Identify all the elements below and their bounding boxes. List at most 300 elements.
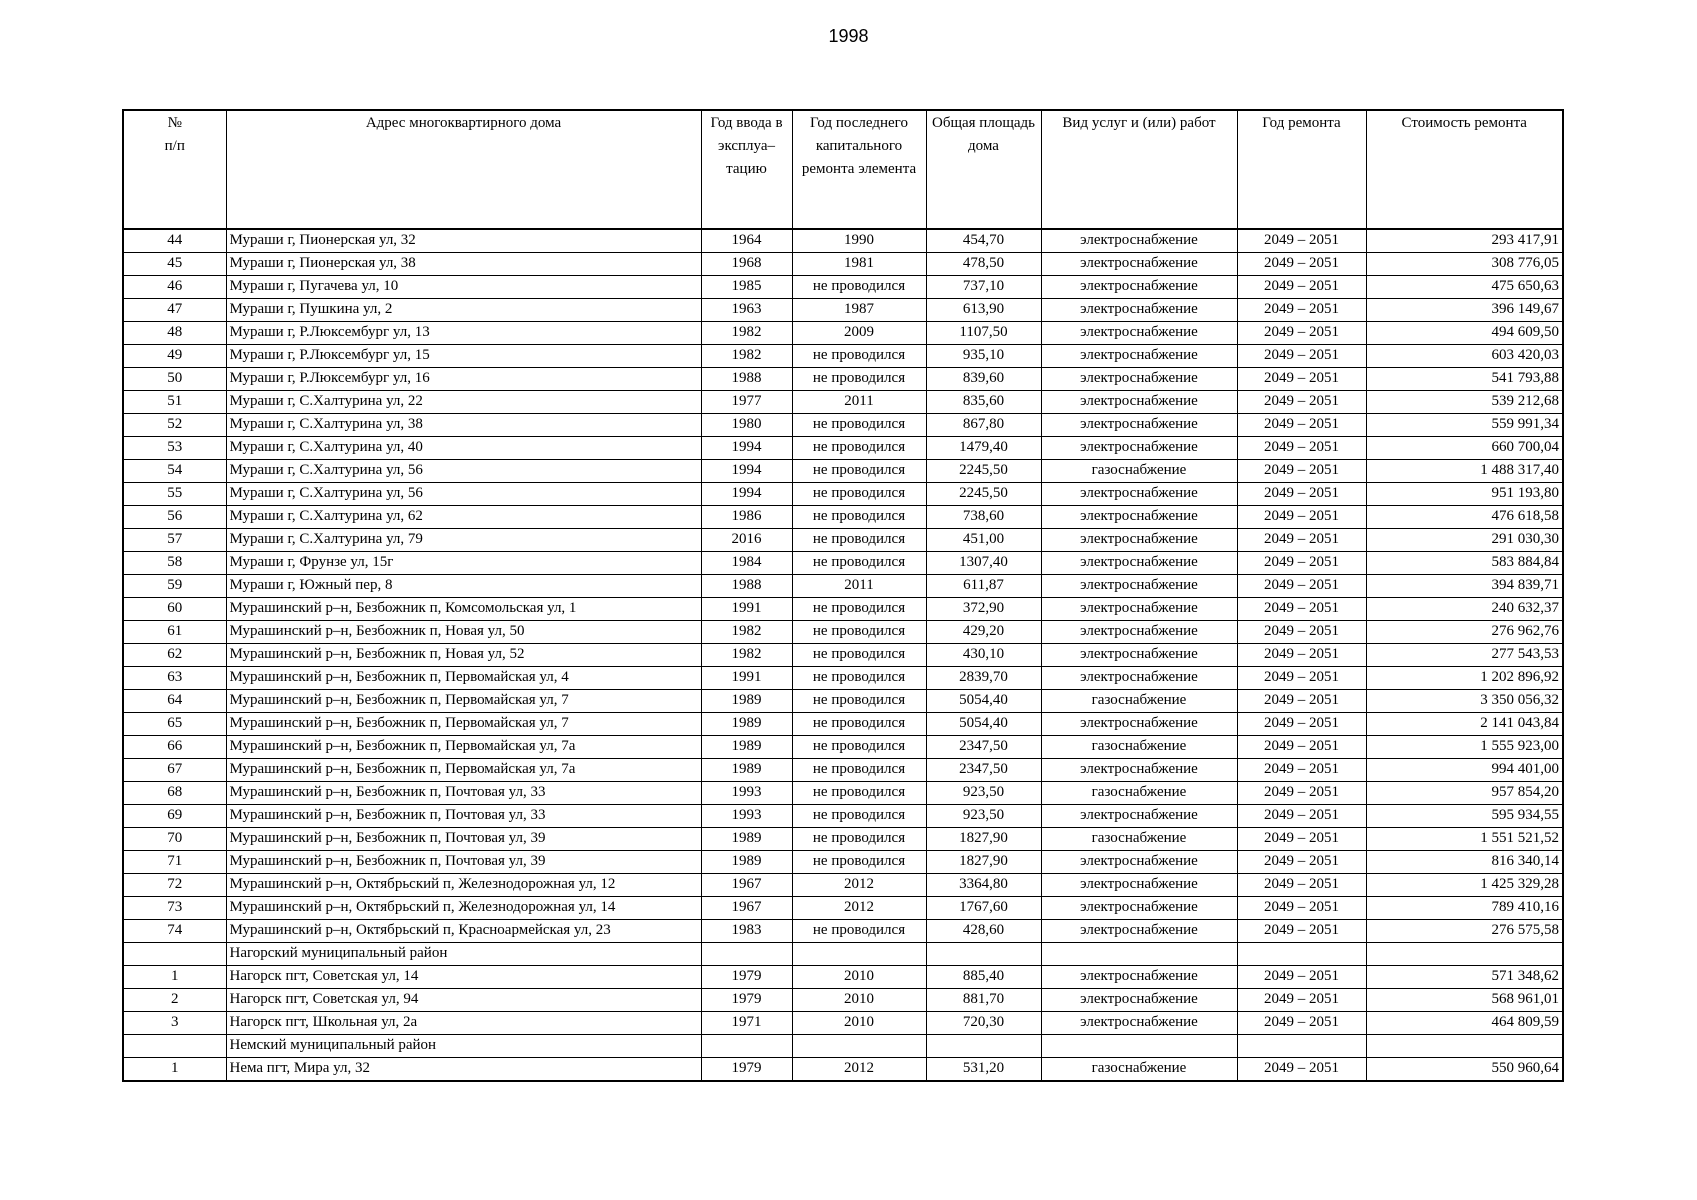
row-number: 48 (123, 322, 226, 345)
row-cost: 277 543,53 (1366, 644, 1563, 667)
row-cost: 595 934,55 (1366, 805, 1563, 828)
row-repair-years: 2049 – 2051 (1237, 644, 1366, 667)
row-year-built: 1989 (701, 713, 792, 736)
row-repair-years: 2049 – 2051 (1237, 828, 1366, 851)
row-number: 49 (123, 345, 226, 368)
row-cost: 539 212,68 (1366, 391, 1563, 414)
row-service: электроснабжение (1041, 391, 1237, 414)
row-service: электроснабжение (1041, 299, 1237, 322)
row-year-built: 1967 (701, 874, 792, 897)
row-year-built: 1989 (701, 736, 792, 759)
row-address: Мураши г, Р.Люксембург ул, 15 (226, 345, 701, 368)
row-year-built: 1994 (701, 437, 792, 460)
row-repair-years: 2049 – 2051 (1237, 966, 1366, 989)
row-area: 923,50 (926, 782, 1041, 805)
row-number: 45 (123, 253, 226, 276)
row-service: электроснабжение (1041, 966, 1237, 989)
header-repair-years: Год ремонта (1237, 110, 1366, 229)
row-repair-years: 2049 – 2051 (1237, 989, 1366, 1012)
row-last-repair: 2012 (792, 1058, 926, 1082)
row-address: Мураши г, Пугачева ул, 10 (226, 276, 701, 299)
row-year-built: 1971 (701, 1012, 792, 1035)
row-last-repair: не проводился (792, 368, 926, 391)
row-last-repair: не проводился (792, 690, 926, 713)
row-repair-years: 2049 – 2051 (1237, 897, 1366, 920)
table-row (123, 483, 1563, 506)
district-name: Немский муниципальный район (226, 1035, 701, 1058)
row-address: Мураши г, С.Халтурина ул, 56 (226, 483, 701, 506)
row-year-built: 1988 (701, 575, 792, 598)
row-address: Мурашинский р–н, Безбожник п, Первомайская ул, 7а (226, 759, 701, 782)
row-cost: 476 618,58 (1366, 506, 1563, 529)
row-service: электроснабжение (1041, 345, 1237, 368)
row-service: электроснабжение (1041, 575, 1237, 598)
row-repair-years: 2049 – 2051 (1237, 229, 1366, 253)
row-year-built: 1989 (701, 759, 792, 782)
row-last-repair: не проводился (792, 920, 926, 943)
row-number: 74 (123, 920, 226, 943)
row-last-repair: не проводился (792, 529, 926, 552)
row-number: 61 (123, 621, 226, 644)
row-area: 3364,80 (926, 874, 1041, 897)
empty-cell (1237, 1035, 1366, 1058)
row-address: Мурашинский р–н, Безбожник п, Комсомольская ул, 1 (226, 598, 701, 621)
row-area: 2347,50 (926, 736, 1041, 759)
row-repair-years: 2049 – 2051 (1237, 437, 1366, 460)
row-address: Мурашинский р–н, Безбожник п, Первомайская ул, 7а (226, 736, 701, 759)
row-service: электроснабжение (1041, 506, 1237, 529)
table-row (123, 966, 1563, 989)
table-row (123, 229, 1563, 253)
table-row (123, 851, 1563, 874)
row-area: 451,00 (926, 529, 1041, 552)
district-row (123, 1035, 1563, 1058)
row-number: 54 (123, 460, 226, 483)
row-cost: 475 650,63 (1366, 276, 1563, 299)
row-area: 478,50 (926, 253, 1041, 276)
row-repair-years: 2049 – 2051 (1237, 713, 1366, 736)
row-number: 53 (123, 437, 226, 460)
row-year-built: 1964 (701, 229, 792, 253)
empty-cell (1366, 943, 1563, 966)
row-last-repair: 2012 (792, 897, 926, 920)
row-cost: 1 488 317,40 (1366, 460, 1563, 483)
row-area: 1767,60 (926, 897, 1041, 920)
row-address: Нема пгт, Мира ул, 32 (226, 1058, 701, 1082)
table-row (123, 874, 1563, 897)
row-year-built: 1982 (701, 322, 792, 345)
row-address: Мурашинский р–н, Безбожник п, Первомайская ул, 4 (226, 667, 701, 690)
district-row (123, 943, 1563, 966)
row-repair-years: 2049 – 2051 (1237, 299, 1366, 322)
row-service: электроснабжение (1041, 483, 1237, 506)
row-address: Мураши г, Пионерская ул, 38 (226, 253, 701, 276)
row-number: 3 (123, 1012, 226, 1035)
row-year-built: 1979 (701, 966, 792, 989)
row-repair-years: 2049 – 2051 (1237, 253, 1366, 276)
row-year-built: 1977 (701, 391, 792, 414)
row-year-built: 1993 (701, 782, 792, 805)
table-body (123, 229, 1563, 1081)
row-cost: 994 401,00 (1366, 759, 1563, 782)
empty-cell (123, 943, 226, 966)
header-area: Общая площадь дома (926, 110, 1041, 229)
row-cost: 464 809,59 (1366, 1012, 1563, 1035)
table-row (123, 345, 1563, 368)
row-address: Нагорск пгт, Советская ул, 94 (226, 989, 701, 1012)
table-row (123, 368, 1563, 391)
table-row (123, 391, 1563, 414)
row-service: электроснабжение (1041, 276, 1237, 299)
table-row (123, 575, 1563, 598)
row-area: 1307,40 (926, 552, 1041, 575)
row-service: электроснабжение (1041, 644, 1237, 667)
header-last-repair: Год последнего капитального ремонта элемента (792, 110, 926, 229)
row-last-repair: 2010 (792, 989, 926, 1012)
row-service: газоснабжение (1041, 1058, 1237, 1082)
row-service: электроснабжение (1041, 229, 1237, 253)
row-repair-years: 2049 – 2051 (1237, 345, 1366, 368)
row-number: 65 (123, 713, 226, 736)
row-repair-years: 2049 – 2051 (1237, 1012, 1366, 1035)
row-cost: 816 340,14 (1366, 851, 1563, 874)
row-number: 62 (123, 644, 226, 667)
row-repair-years: 2049 – 2051 (1237, 920, 1366, 943)
row-last-repair: не проводился (792, 644, 926, 667)
row-address: Мурашинский р–н, Безбожник п, Почтовая ул, 39 (226, 851, 701, 874)
row-repair-years: 2049 – 2051 (1237, 667, 1366, 690)
row-last-repair: не проводился (792, 828, 926, 851)
row-cost: 541 793,88 (1366, 368, 1563, 391)
row-year-built: 1985 (701, 276, 792, 299)
district-name: Нагорский муниципальный район (226, 943, 701, 966)
row-cost: 2 141 043,84 (1366, 713, 1563, 736)
row-cost: 603 420,03 (1366, 345, 1563, 368)
empty-cell (792, 943, 926, 966)
row-number: 2 (123, 989, 226, 1012)
row-service: электроснабжение (1041, 759, 1237, 782)
row-cost: 789 410,16 (1366, 897, 1563, 920)
header-service: Вид услуг и (или) работ (1041, 110, 1237, 229)
row-repair-years: 2049 – 2051 (1237, 598, 1366, 621)
row-service: электроснабжение (1041, 552, 1237, 575)
row-last-repair: не проводился (792, 276, 926, 299)
row-number: 71 (123, 851, 226, 874)
row-area: 1107,50 (926, 322, 1041, 345)
table-row (123, 828, 1563, 851)
row-year-built: 1979 (701, 1058, 792, 1082)
row-last-repair: 1987 (792, 299, 926, 322)
row-number: 69 (123, 805, 226, 828)
row-year-built: 1983 (701, 920, 792, 943)
row-service: электроснабжение (1041, 667, 1237, 690)
row-cost: 3 350 056,32 (1366, 690, 1563, 713)
row-address: Мурашинский р–н, Безбожник п, Почтовая ул, 33 (226, 782, 701, 805)
table-row (123, 644, 1563, 667)
row-address: Мураши г, С.Халтурина ул, 62 (226, 506, 701, 529)
row-area: 2347,50 (926, 759, 1041, 782)
row-repair-years: 2049 – 2051 (1237, 690, 1366, 713)
row-repair-years: 2049 – 2051 (1237, 575, 1366, 598)
row-service: газоснабжение (1041, 736, 1237, 759)
row-address: Мураши г, С.Халтурина ул, 79 (226, 529, 701, 552)
empty-cell (701, 1035, 792, 1058)
row-address: Нагорск пгт, Советская ул, 14 (226, 966, 701, 989)
row-cost: 951 193,80 (1366, 483, 1563, 506)
row-address: Мураши г, Р.Люксембург ул, 13 (226, 322, 701, 345)
row-address: Мурашинский р–н, Безбожник п, Почтовая ул, 33 (226, 805, 701, 828)
row-cost: 660 700,04 (1366, 437, 1563, 460)
table-row (123, 1058, 1563, 1082)
row-address: Мурашинский р–н, Безбожник п, Почтовая ул, 39 (226, 828, 701, 851)
row-number: 58 (123, 552, 226, 575)
row-service: газоснабжение (1041, 690, 1237, 713)
row-repair-years: 2049 – 2051 (1237, 759, 1366, 782)
row-number: 46 (123, 276, 226, 299)
row-repair-years: 2049 – 2051 (1237, 621, 1366, 644)
row-service: газоснабжение (1041, 828, 1237, 851)
row-number: 56 (123, 506, 226, 529)
row-area: 935,10 (926, 345, 1041, 368)
table-row (123, 506, 1563, 529)
row-year-built: 1979 (701, 989, 792, 1012)
table-row (123, 713, 1563, 736)
row-area: 372,90 (926, 598, 1041, 621)
row-repair-years: 2049 – 2051 (1237, 506, 1366, 529)
table-row (123, 920, 1563, 943)
row-area: 613,90 (926, 299, 1041, 322)
row-area: 1827,90 (926, 851, 1041, 874)
row-number: 59 (123, 575, 226, 598)
row-last-repair: не проводился (792, 598, 926, 621)
row-address: Мурашинский р–н, Безбожник п, Первомайская ул, 7 (226, 713, 701, 736)
table-row (123, 460, 1563, 483)
row-service: электроснабжение (1041, 598, 1237, 621)
row-service: электроснабжение (1041, 322, 1237, 345)
row-number: 44 (123, 229, 226, 253)
table-row (123, 598, 1563, 621)
row-address: Мураши г, Южный пер, 8 (226, 575, 701, 598)
row-area: 835,60 (926, 391, 1041, 414)
table-row (123, 805, 1563, 828)
row-year-built: 1989 (701, 851, 792, 874)
row-area: 839,60 (926, 368, 1041, 391)
row-last-repair: не проводился (792, 483, 926, 506)
row-last-repair: не проводился (792, 805, 926, 828)
row-address: Мураши г, Фрунзе ул, 15г (226, 552, 701, 575)
row-cost: 957 854,20 (1366, 782, 1563, 805)
row-repair-years: 2049 – 2051 (1237, 736, 1366, 759)
row-area: 881,70 (926, 989, 1041, 1012)
empty-cell (926, 943, 1041, 966)
row-area: 885,40 (926, 966, 1041, 989)
row-cost: 293 417,91 (1366, 229, 1563, 253)
row-area: 1479,40 (926, 437, 1041, 460)
row-service: электроснабжение (1041, 874, 1237, 897)
row-address: Мурашинский р–н, Октябрьский п, Железнодорожная ул, 14 (226, 897, 701, 920)
row-last-repair: 2009 (792, 322, 926, 345)
row-area: 2839,70 (926, 667, 1041, 690)
row-service: электроснабжение (1041, 253, 1237, 276)
table-row (123, 736, 1563, 759)
row-repair-years: 2049 – 2051 (1237, 322, 1366, 345)
row-cost: 394 839,71 (1366, 575, 1563, 598)
row-address: Мурашинский р–н, Октябрьский п, Красноармейская ул, 23 (226, 920, 701, 943)
row-number: 64 (123, 690, 226, 713)
row-area: 867,80 (926, 414, 1041, 437)
empty-cell (792, 1035, 926, 1058)
row-area: 1827,90 (926, 828, 1041, 851)
row-year-built: 1982 (701, 345, 792, 368)
row-last-repair: не проводился (792, 736, 926, 759)
row-number: 57 (123, 529, 226, 552)
row-number: 52 (123, 414, 226, 437)
header-cost: Стоимость ремонта (1366, 110, 1563, 229)
row-year-built: 1991 (701, 667, 792, 690)
row-year-built: 1982 (701, 621, 792, 644)
empty-cell (1366, 1035, 1563, 1058)
row-year-built: 1993 (701, 805, 792, 828)
row-address: Мурашинский р–н, Безбожник п, Новая ул, 50 (226, 621, 701, 644)
row-area: 2245,50 (926, 483, 1041, 506)
row-year-built: 1989 (701, 690, 792, 713)
empty-cell (1237, 943, 1366, 966)
row-cost: 559 991,34 (1366, 414, 1563, 437)
row-last-repair: не проводился (792, 782, 926, 805)
row-last-repair: 2011 (792, 391, 926, 414)
row-number: 60 (123, 598, 226, 621)
empty-cell (1041, 1035, 1237, 1058)
row-service: электроснабжение (1041, 437, 1237, 460)
row-area: 2245,50 (926, 460, 1041, 483)
row-year-built: 1968 (701, 253, 792, 276)
row-service: газоснабжение (1041, 782, 1237, 805)
row-number: 63 (123, 667, 226, 690)
row-year-built: 1980 (701, 414, 792, 437)
row-area: 531,20 (926, 1058, 1041, 1082)
row-repair-years: 2049 – 2051 (1237, 874, 1366, 897)
table-row (123, 1012, 1563, 1035)
row-year-built: 1994 (701, 460, 792, 483)
row-year-built: 1989 (701, 828, 792, 851)
row-year-built: 1986 (701, 506, 792, 529)
table-row (123, 437, 1563, 460)
header-year-built: Год ввода в эксплуа–тацию (701, 110, 792, 229)
table-row (123, 989, 1563, 1012)
row-year-built: 1988 (701, 368, 792, 391)
row-repair-years: 2049 – 2051 (1237, 805, 1366, 828)
row-area: 454,70 (926, 229, 1041, 253)
row-year-built: 1984 (701, 552, 792, 575)
row-last-repair: 2010 (792, 1012, 926, 1035)
row-area: 430,10 (926, 644, 1041, 667)
row-service: электроснабжение (1041, 621, 1237, 644)
row-number: 66 (123, 736, 226, 759)
row-address: Мураши г, С.Халтурина ул, 38 (226, 414, 701, 437)
table-row (123, 690, 1563, 713)
row-repair-years: 2049 – 2051 (1237, 391, 1366, 414)
row-service: электроснабжение (1041, 1012, 1237, 1035)
page-number: 1998 (828, 26, 869, 46)
row-last-repair: не проводился (792, 414, 926, 437)
row-cost: 1 555 923,00 (1366, 736, 1563, 759)
row-last-repair: не проводился (792, 713, 926, 736)
row-address: Мураши г, С.Халтурина ул, 56 (226, 460, 701, 483)
table-row (123, 253, 1563, 276)
row-repair-years: 2049 – 2051 (1237, 414, 1366, 437)
repair-register-table (122, 109, 1564, 1082)
row-cost: 396 149,67 (1366, 299, 1563, 322)
row-repair-years: 2049 – 2051 (1237, 276, 1366, 299)
table-row (123, 322, 1563, 345)
row-year-built: 2016 (701, 529, 792, 552)
row-address: Мураши г, Пушкина ул, 2 (226, 299, 701, 322)
row-cost: 240 632,37 (1366, 598, 1563, 621)
table-row (123, 276, 1563, 299)
table-row (123, 667, 1563, 690)
row-last-repair: не проводился (792, 759, 926, 782)
row-number: 55 (123, 483, 226, 506)
row-last-repair: 2011 (792, 575, 926, 598)
row-area: 923,50 (926, 805, 1041, 828)
row-year-built: 1982 (701, 644, 792, 667)
row-number: 1 (123, 1058, 226, 1082)
row-last-repair: 1981 (792, 253, 926, 276)
row-area: 5054,40 (926, 713, 1041, 736)
table-row (123, 897, 1563, 920)
table-row (123, 414, 1563, 437)
row-last-repair: 2012 (792, 874, 926, 897)
row-number: 67 (123, 759, 226, 782)
row-cost: 276 575,58 (1366, 920, 1563, 943)
row-address: Мураши г, С.Халтурина ул, 40 (226, 437, 701, 460)
row-address: Мураши г, Пионерская ул, 32 (226, 229, 701, 253)
row-last-repair: не проводился (792, 621, 926, 644)
row-service: электроснабжение (1041, 989, 1237, 1012)
row-number: 1 (123, 966, 226, 989)
row-last-repair: не проводился (792, 506, 926, 529)
row-year-built: 1963 (701, 299, 792, 322)
table-row (123, 299, 1563, 322)
empty-cell (701, 943, 792, 966)
row-cost: 1 551 521,52 (1366, 828, 1563, 851)
row-address: Мурашинский р–н, Безбожник п, Первомайская ул, 7 (226, 690, 701, 713)
table-header (123, 110, 1563, 229)
row-address: Мурашинский р–н, Октябрьский п, Железнодорожная ул, 12 (226, 874, 701, 897)
row-repair-years: 2049 – 2051 (1237, 483, 1366, 506)
row-number: 72 (123, 874, 226, 897)
row-year-built: 1994 (701, 483, 792, 506)
row-repair-years: 2049 – 2051 (1237, 368, 1366, 391)
row-last-repair: не проводился (792, 552, 926, 575)
header-num: № п/п (123, 110, 226, 229)
row-area: 720,30 (926, 1012, 1041, 1035)
row-last-repair: не проводился (792, 667, 926, 690)
empty-cell (1041, 943, 1237, 966)
row-area: 611,87 (926, 575, 1041, 598)
row-service: газоснабжение (1041, 460, 1237, 483)
row-cost: 276 962,76 (1366, 621, 1563, 644)
row-year-built: 1967 (701, 897, 792, 920)
row-cost: 1 425 329,28 (1366, 874, 1563, 897)
row-last-repair: не проводился (792, 460, 926, 483)
row-service: электроснабжение (1041, 897, 1237, 920)
table-row (123, 759, 1563, 782)
row-cost: 568 961,01 (1366, 989, 1563, 1012)
row-number: 68 (123, 782, 226, 805)
row-cost: 583 884,84 (1366, 552, 1563, 575)
row-number: 73 (123, 897, 226, 920)
